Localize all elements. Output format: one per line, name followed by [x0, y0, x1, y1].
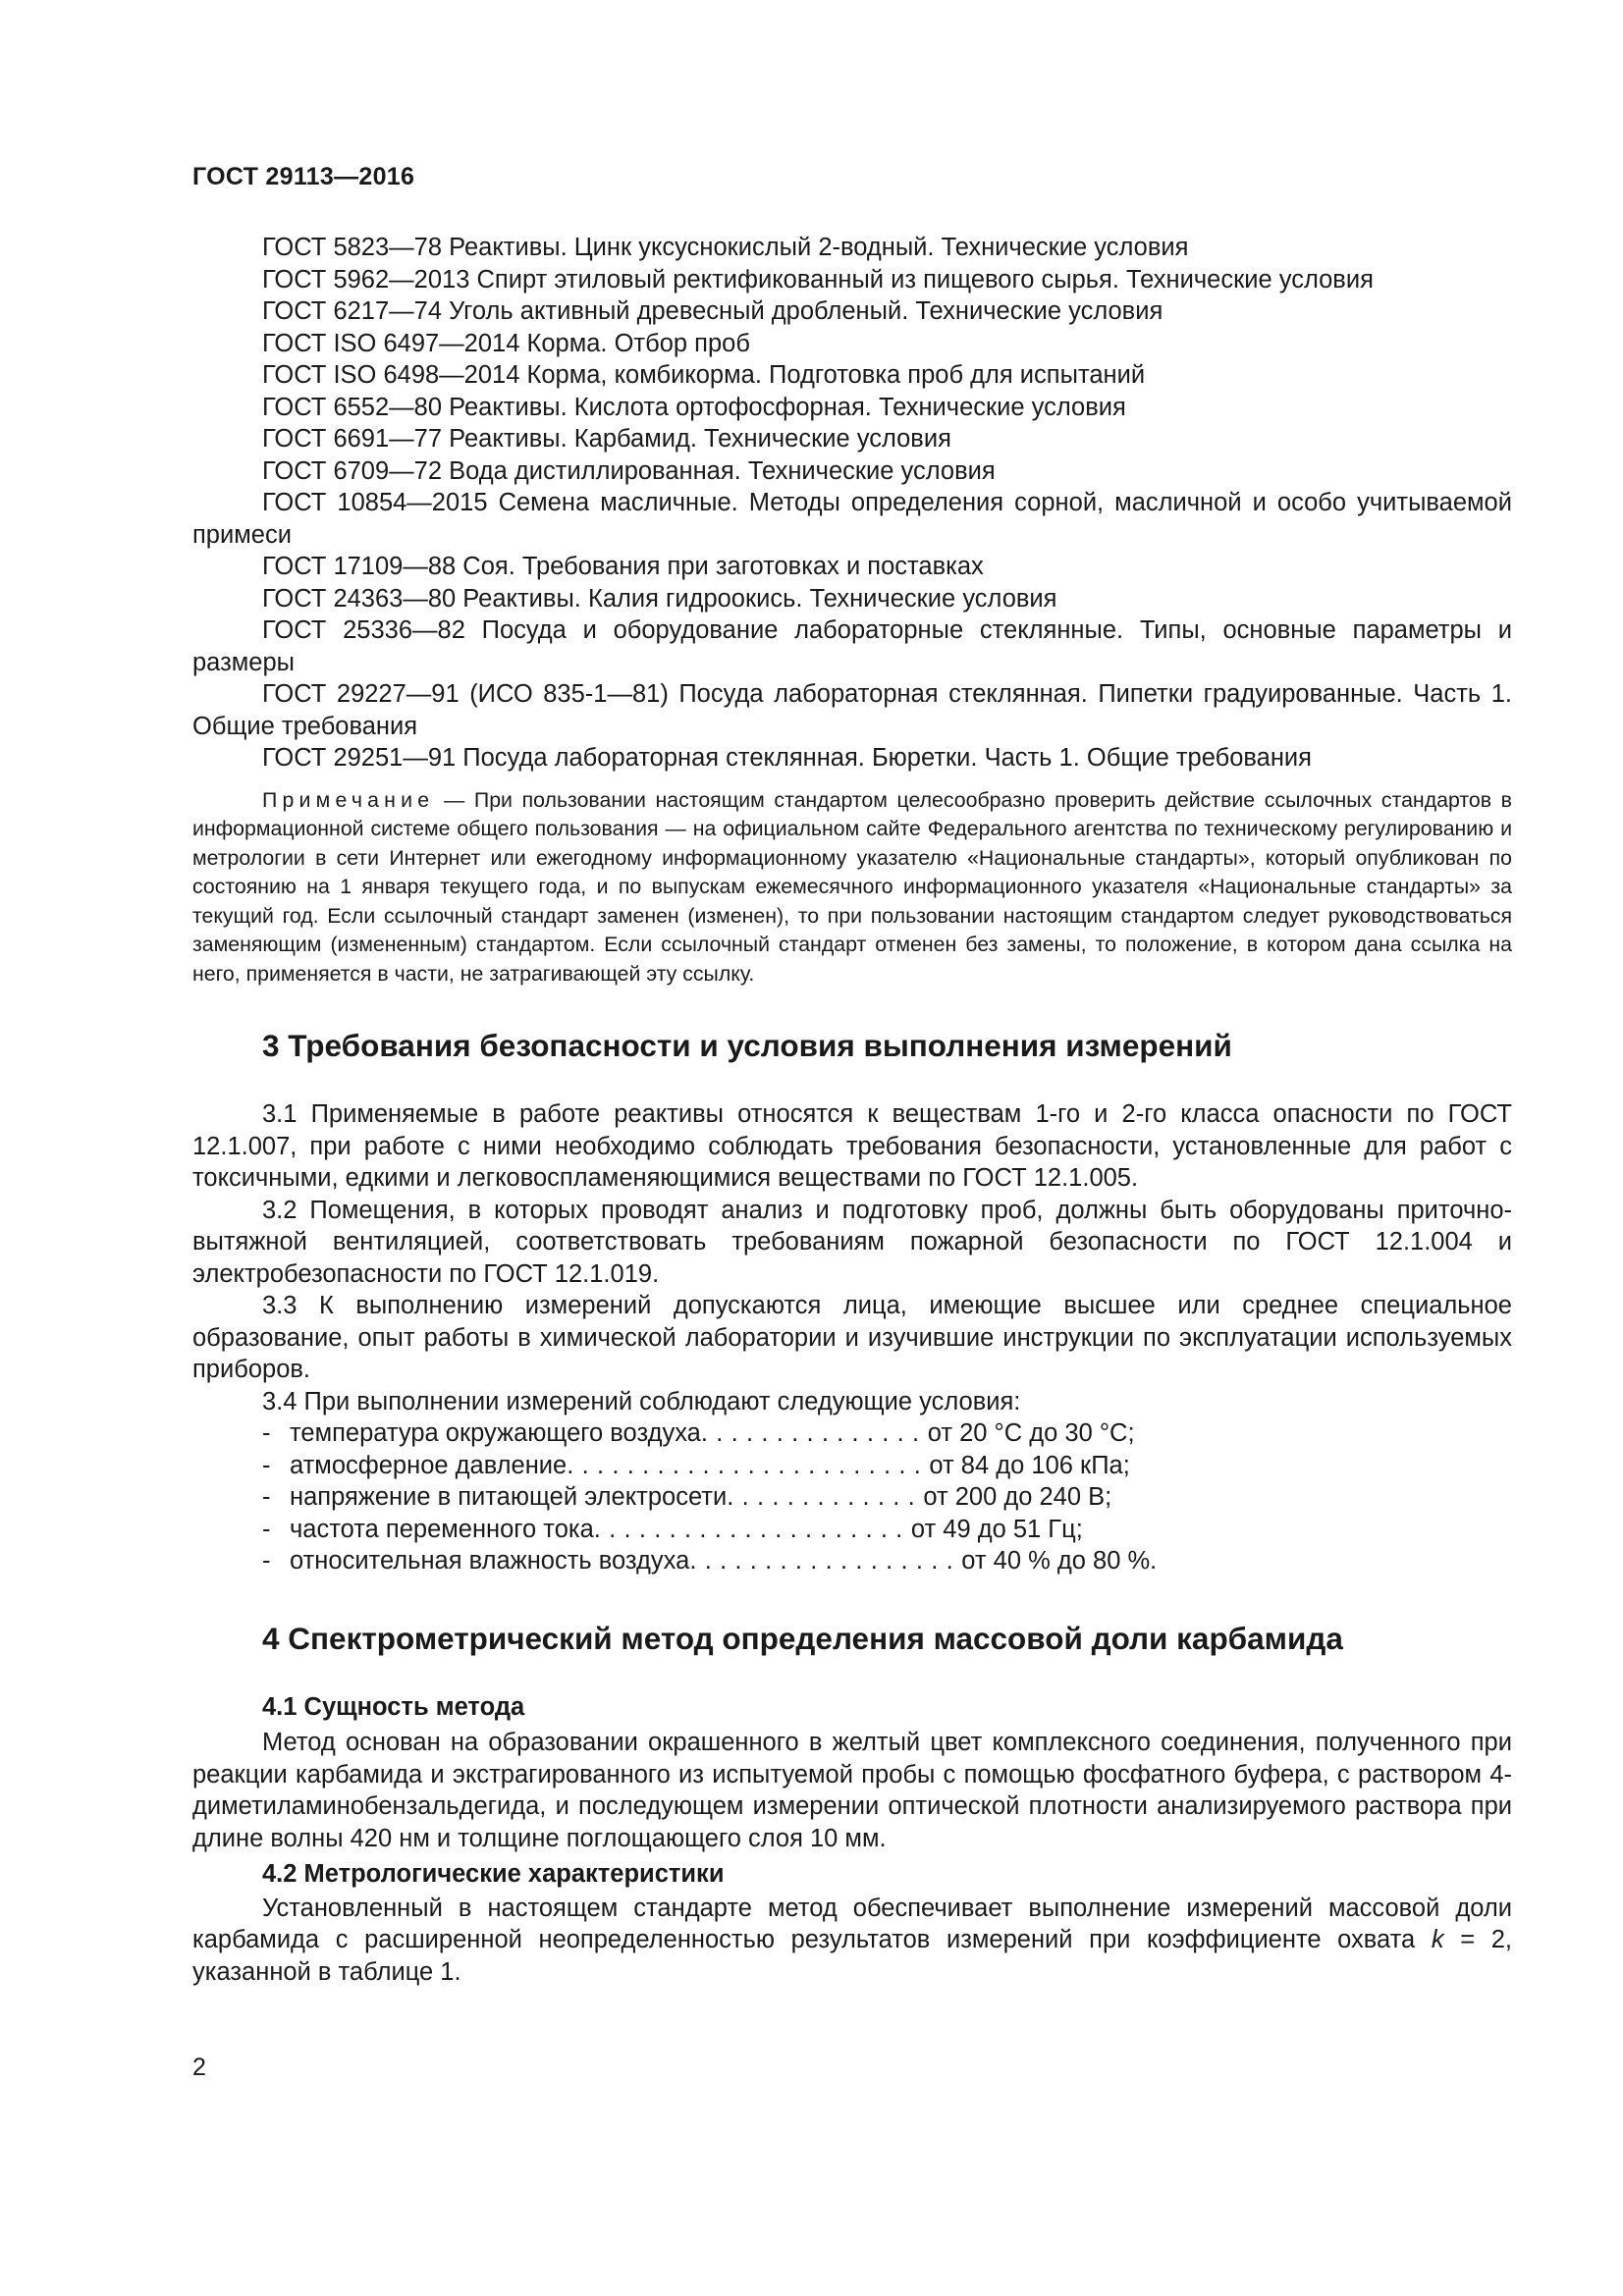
reference-item: ГОСТ 29227—91 (ИСО 835-1—81) Посуда лабораторная стеклянная. Пипетки градуированные. Часть 1. Общие требования	[192, 680, 1512, 740]
references-list	[192, 232, 1512, 774]
condition-item	[192, 1450, 1512, 1482]
section-4-heading: 4 Спектрометрический метод определения массовой доли карбамида	[262, 1620, 1343, 1656]
dot-leader: . . . . . . . . . . . . . . . . . .	[689, 1547, 954, 1575]
dot-leader: . . . . . . . . . . . . . . .	[700, 1419, 920, 1447]
reference-item: ГОСТ ISO 6497—2014 Корма. Отбор проб	[262, 329, 750, 357]
reference-item: ГОСТ ISO 6498—2014 Корма, комбикорма. Подготовка проб для испытаний	[262, 361, 1146, 389]
condition-value: от 84 до 106 кПа;	[929, 1451, 1130, 1479]
reference-item: ГОСТ 5823—78 Реактивы. Цинк уксуснокислый 2-водный. Технические условия	[262, 234, 1189, 261]
document-body	[192, 232, 1512, 1988]
subsection-4-2-heading: 4.2 Метрологические характеристики	[262, 1860, 725, 1888]
condition-label: напряжение в питающей электросети	[290, 1483, 728, 1511]
condition-label: температура окружающего воздуха	[290, 1419, 701, 1447]
condition-value: от 49 до 51 Гц;	[910, 1515, 1083, 1543]
coverage-factor-symbol: k	[1431, 1926, 1444, 1953]
list-dash: -	[262, 1419, 271, 1447]
paragraph-3-1: 3.1 Применяемые в работе реактивы относятся к веществам 1-го и 2-го класса опасности по ГОСТ 12.1.007, при работе с ними необходимо соблюдать требования безопасности, установленные для работ с токсичными, едкими и легковоспламеняющимися веществами по ГОСТ 12.1.005.	[192, 1100, 1512, 1192]
paragraph-4-2-text-start: Установленный в настоящем стандарте метод обеспечивает выполнение измерений массовой доли карбамида с расширенной неопределенностью результатов измерений при коэффициенте охвата	[192, 1894, 1512, 1953]
paragraph-3-3: 3.3 К выполнению измерений допускаются лица, имеющие высшее или среднее специальное образование, опыт работы в химической лаборатории и изучившие инструкции по эксплуатации используемых приборов.	[192, 1292, 1512, 1383]
condition-label: частота переменного тока	[290, 1515, 594, 1543]
condition-item	[192, 1417, 1512, 1450]
subsection-4-1-heading: 4.1 Сущность метода	[262, 1692, 525, 1721]
reference-item: ГОСТ 6691—77 Реактивы. Карбамид. Технические условия	[262, 425, 951, 453]
list-dash: -	[262, 1515, 271, 1543]
reference-item: ГОСТ 6709—72 Вода дистиллированная. Технические условия	[262, 456, 996, 485]
condition-value: от 200 до 240 В;	[923, 1483, 1112, 1511]
list-dash: -	[262, 1451, 271, 1479]
paragraph-3-4: 3.4 При выполнении измерений соблюдают следующие условия:	[262, 1387, 1021, 1415]
document-header: ГОСТ 29113—2016	[192, 163, 415, 190]
page-number: 2	[192, 2054, 206, 2081]
dot-leader: . . . . . . . . . . . . . . . . . . . . .	[593, 1515, 903, 1543]
reference-item: ГОСТ 5962—2013 Спирт этиловый ректификованный из пищевого сырья. Технические условия	[262, 265, 1374, 294]
conditions-list	[192, 1417, 1512, 1577]
reference-item: ГОСТ 29251—91 Посуда лабораторная стеклянная. Бюретки. Часть 1. Общие требования	[262, 744, 1312, 772]
note-text: — При пользовании настоящим стандартом целесообразно проверить действие ссылочных стандартов в информационной системе общего пользования — на официальном сайте Федерального агентства по техническому регулированию и метрологии в сети Интернет или ежегодному информационному указателю «Национальные стандарты», который опубликован по состоянию на 1 января текущего года, и по выпускам ежемесячного информационного указателя «Национальные стандарты» за текущий год. Если ссылочный стандарт заменен (изменен), то при пользовании настоящим стандартом следует руководствоваться заменяющим (измененным) стандартом. Если ссылочный стандарт отменен без замены, то положение, в котором дана ссылка на него, применяется в части, не затрагивающей эту ссылку.	[192, 787, 1512, 986]
reference-item: ГОСТ 10854—2015 Семена масличные. Методы определения сорной, масличной и особо учитываемой примеси	[192, 489, 1512, 549]
condition-value: от 20 °С до 30 °С;	[927, 1419, 1135, 1447]
reference-item: ГОСТ 24363—80 Реактивы. Калия гидроокись. Технические условия	[262, 584, 1057, 613]
reference-item: ГОСТ 6217—74 Уголь активный древесный дробленый. Технические условия	[262, 297, 1163, 325]
condition-item	[192, 1514, 1512, 1546]
condition-label: атмосферное давление	[290, 1451, 568, 1479]
reference-item: ГОСТ 6552—80 Реактивы. Кислота ортофосфорная. Технические условия	[262, 393, 1126, 421]
condition-value: от 40 % до 80 %.	[961, 1547, 1158, 1575]
dot-leader: . . . . . . . . . . . . . . . . . . . . . . . .	[567, 1451, 922, 1479]
reference-item: ГОСТ 17109—88 Соя. Требования при заготовках и поставках	[262, 553, 984, 580]
reference-item: ГОСТ 25336—82 Посуда и оборудование лабораторные стеклянные. Типы, основные параметры и размеры	[192, 616, 1512, 676]
dot-leader: . . . . . . . . . . . . .	[727, 1483, 916, 1511]
note-paragraph	[192, 786, 1512, 989]
note-label: Примечание	[262, 787, 435, 812]
paragraph-4-2-text-end: = 2, указанной в таблице 1.	[192, 1926, 1512, 1986]
paragraph-4-2	[192, 1893, 1512, 1989]
condition-item	[192, 1545, 1512, 1577]
section-3-heading: 3 Требования безопасности и условия выполнения измерений	[262, 1028, 1232, 1063]
condition-item	[192, 1481, 1512, 1514]
paragraph-4-1: Метод основан на образовании окрашенного в желтый цвет комплексного соединения, полученного при реакции карбамида и экстрагированного из испытуемой пробы с помощью фосфатного буфера, с раствором 4-диметиламинобензальдегида, и последующем измерении оптической плотности анализируемого раствора при длине волны 420 нм и толщине поглощающего слоя 10 мм.	[192, 1729, 1512, 1852]
list-dash: -	[262, 1483, 271, 1511]
list-dash: -	[262, 1547, 271, 1575]
paragraph-3-2: 3.2 Помещения, в которых проводят анализ и подготовку проб, должны быть оборудованы приточно-вытяжной вентиляцией, соответствовать требованиям пожарной безопасности по ГОСТ 12.1.004 и электробезопасности по ГОСТ 12.1.019.	[192, 1196, 1512, 1288]
condition-label: относительная влажность воздуха	[290, 1547, 690, 1575]
